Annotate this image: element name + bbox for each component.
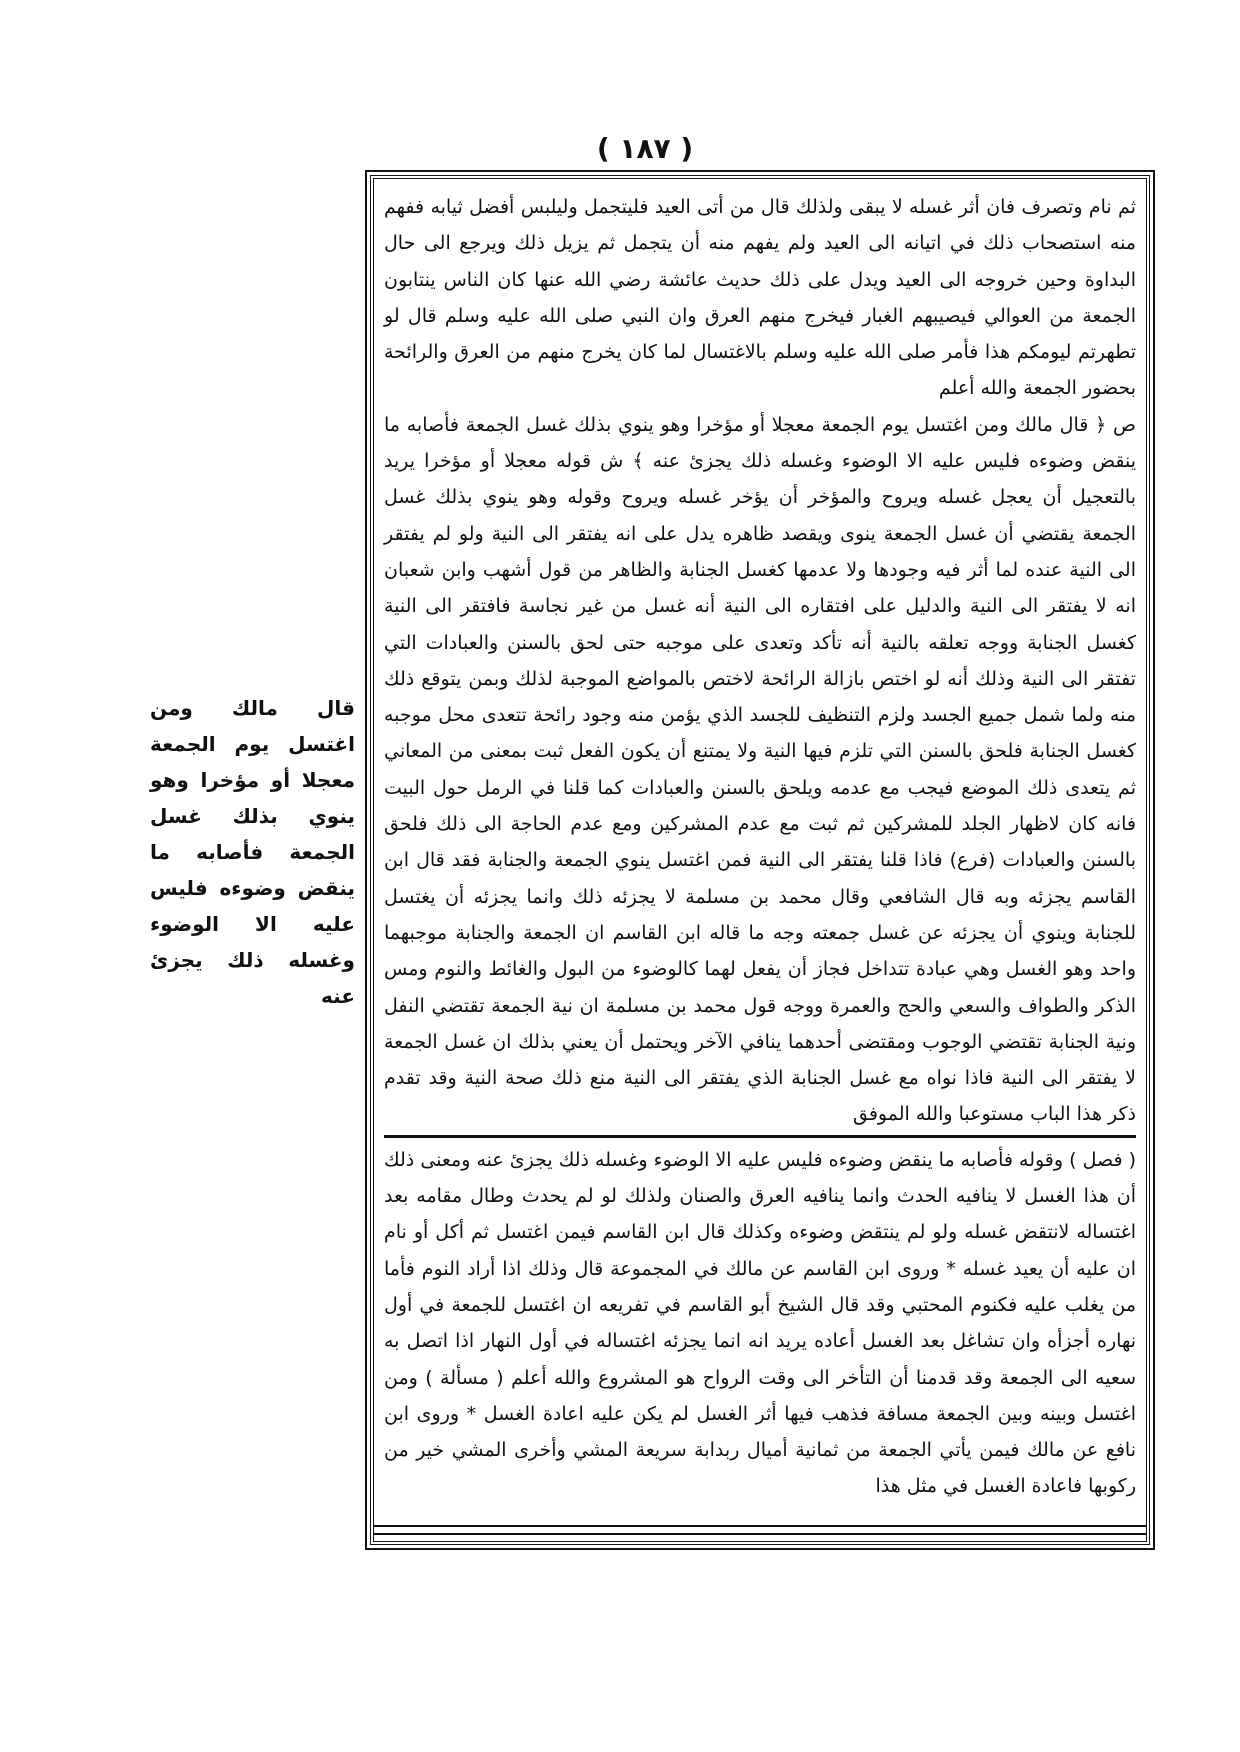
- commentary-paragraph-1: ثم نام وتصرف فان أثر غسله لا يبقى ولذلك قال من أتى العيد فليتجمل وليلبس أفضل ثيابه ففهم منه استصحاب ذلك في اتيانه الى العيد ولم يفهم منه أن يتجمل ثم يزيل ذلك ويرجع الى حال البداوة وحين خروجه الى العيد ويدل على ذلك حديث عائشة رضي الله عنها كان الناس ينتابون الجمعة من العوالي فيصيبهم الغبار فيخرج منهم العرق وان النبي صلى الله عليه وسلم قال لو تطهرتم ليومكم هذا فأمر صلى الله عليه وسلم بالاغتسال لما كان يخرج منهم من العرق والرائحة بحضور الجمعة والله أعلم: [384, 196, 1136, 400]
- commentary-paragraph-2: ص ﴿ قال مالك ومن اغتسل يوم الجمعة معجلا أو مؤخرا وهو ينوي بذلك غسل الجمعة فأصابه ما ينقض وضوءه فليس عليه الا الوضوء وغسله ذلك يجزئ عنه ﴾ ش قوله معجلا أو مؤخرا يريد بالتعجيل أن يعجل غسله ويروح والمؤخر أن يؤخر غسله ويروح وقوله وهو ينوي بذلك غسل الجمعة يقتضي أن غسل الجمعة ينوى ويقصد ظاهره يدل على انه يفتقر الى النية ولو لم يفتقر الى النية عنده لما أثر فيه وجودها ولا عدمها كغسل الجنابة والظاهر من قول أشهب وابن شعبان انه لا يفتقر الى النية والدليل على افتقاره الى النية أنه غسل من غير نجاسة فافتقر الى النية كغسل الجنابة ووجه تعلقه بالنية أنه تأكد وتعدى على موجبه حتى لحق بالسنن والعبادات التي تفتقر الى النية وذلك أنه لو اختص بازالة الرائحة لاختص بالمواضع الموجبة لذلك وبمن يتوقع ذلك منه ولما شمل جميع الجسد ولزم التنظيف للجسد الذي يؤمن منه وجود رائحة تتعدى محل موجبه كغسل الجنابة فلحق بالسنن التي تلزم فيها النية ولا يمتنع أن يكون الفعل ثبت بمعنى من المعاني ثم يتعدى ذلك الموضع فيجب مع عدمه ويلحق بالسنن والعبادات كما قلنا في الرمل حول البيت فانه كان لاظهار الجلد للمشركين ثم ثبت مع عدم المشركين ومع عدم الحاجة الى ذلك فلحق بالسنن والعبادات (فرع) فاذا قلنا يفتقر الى النية فمن اغتسل ينوي الجمعة والجنابة فقد قال ابن القاسم يجزئه وبه قال الشافعي وقال محمد بن مسلمة لا يجزئه ذلك وانما يجزئه أن يغتسل للجنابة وينوي أن يجزئه عن غسل جمعته وجه ما قاله ابن القاسم ان الجمعة والجنابة موجبهما واحد وهو الغسل وهي عبادة تتداخل فجاز أن يفعل لهما كالوضوء من البول والغائط والنوم ومس الذكر والطواف والسعي والحج والعمرة ووجه قول محمد بن مسلمة ان نية الجمعة تقتضي النفل ونية الجنابة تقتضي الوجوب ومقتضى أحدهما ينافي الآخر ويحتمل أن يعني بذلك ان غسل الجمعة لا يفتقر الى النية فاذا نواه مع غسل الجنابة الذي يفتقر الى النية منع ذلك صحة النية وقد تقدم ذكر هذا الباب مستوعبا والله الموفق: [384, 413, 1136, 1126]
- section-divider: [384, 1135, 1136, 1138]
- bottom-double-rule: [374, 1525, 1146, 1535]
- main-text-body: [384, 189, 1136, 1505]
- main-text-frame: [370, 175, 1150, 1545]
- page-number: ( ١٨٧ ): [596, 132, 694, 165]
- commentary-paragraph-3: ( فصل ) وقوله فأصابه ما ينقض وضوءه فليس عليه الا الوضوء وغسله ذلك يجزئ عنه ومعنى ذلك أن هذا الغسل لا ينافيه الحدث وانما ينافيه العرق والصنان ولذلك لو لم يحدث وطال مقامه بعد اغتساله لانتقض غسله ولو لم ينتقض وضوءه وكذلك قال ابن القاسم فيمن اغتسل ثم أكل أو نام ان عليه أن يعيد غسله * وروى ابن القاسم عن مالك في المجموعة قال وذلك اذا أراد النوم فأما من يغلب عليه فكنوم المحتبي وقد قال الشيخ أبو القاسم في تفريعه ان اغتسل للجمعة في أول نهاره أجزأه وان تشاغل بعد الغسل أعاده يريد انه انما يجزئه اغتساله في أول النهار اذا اتصل به سعيه الى الجمعة وقد قدمنا أن التأخر الى وقت الرواح هو المشروع والله أعلم ( مسألة ) ومن اغتسل وبينه وبين الجمعة مسافة فذهب فيها أثر الغسل لم يكن عليه اعادة الغسل * وروى ابن نافع عن مالك فيمن يأتي الجمعة من ثمانية أميال ربدابة سريعة المشي وأخرى المشي خير من ركوبها فاعادة الغسل في مثل هذا: [384, 1148, 1136, 1498]
- margin-note-text: قال مالك ومن اغتسل يوم الجمعة معجلا أو مؤخرا وهو ينوي بذلك غسل الجمعة فأصابه ما ينقض وضوءه فليس عليه الا الوضوء وغسله ذلك يجزئ عنه: [150, 696, 355, 1008]
- margin-note: [150, 690, 355, 1014]
